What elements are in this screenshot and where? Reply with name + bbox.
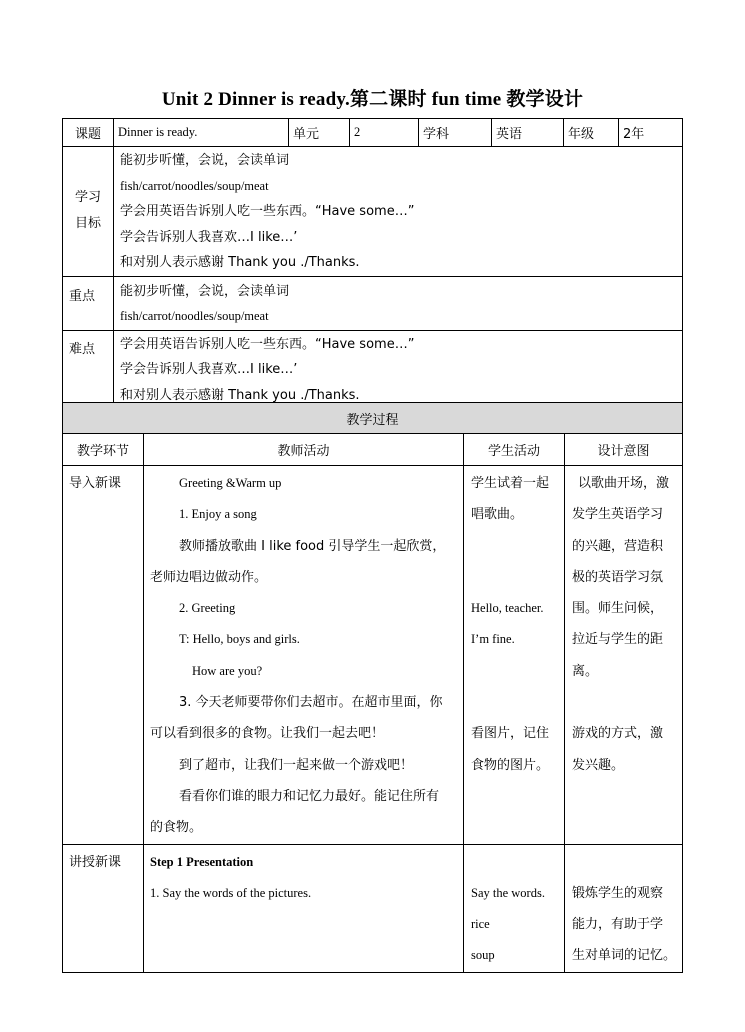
- subject-value: 英语: [492, 119, 564, 147]
- intent-line: 生对单词的记忆。: [572, 948, 677, 964]
- info-row: [63, 119, 683, 147]
- key-points-content: [114, 276, 683, 330]
- stage-new-lesson-row: [63, 844, 683, 972]
- teacher-line: 2. Greeting: [179, 601, 236, 616]
- column-header-teacher: 教师活动: [144, 434, 464, 466]
- stage-intro-label: 导入新课: [63, 466, 144, 845]
- intent-line: 极的英语学习氛: [572, 569, 664, 585]
- intent-line: 锻炼学生的观察: [572, 885, 664, 901]
- objectives-row: [63, 147, 683, 277]
- document-title: Unit 2 Dinner is ready.第二课时 fun time 教学设计: [161, 89, 584, 110]
- objectives-content: [114, 147, 683, 277]
- teacher-line: 的食物。: [150, 820, 203, 836]
- teacher-line: Greeting &Warm up: [179, 476, 282, 490]
- student-line: soup: [471, 948, 495, 963]
- teacher-line: 1. Say the words of the pictures.: [150, 885, 312, 900]
- stage-new-lesson-intent: [565, 844, 683, 972]
- intent-line: 拉近与学生的距: [572, 632, 664, 648]
- teacher-line: How are you?: [192, 663, 263, 678]
- student-line: Hello, teacher.: [471, 601, 544, 616]
- teacher-line: T: Hello, boys and girls.: [179, 632, 300, 647]
- teacher-line: Step 1 Presentation: [150, 854, 254, 869]
- grade-value: 2年: [619, 119, 683, 147]
- student-line: 唱歌曲。: [471, 507, 524, 523]
- key-points-label: 重点: [63, 276, 114, 330]
- difficulty-line: 和对别人表示感谢 Thank you ./Thanks.: [120, 387, 360, 403]
- objectives-label-line-1: 学习: [74, 190, 101, 206]
- stage-intro-student: [464, 466, 565, 845]
- column-header-stage: 教学环节: [63, 434, 144, 466]
- key-points-row: [63, 276, 683, 330]
- teacher-line: 看看你们谁的眼力和记忆力最好。能记住所有: [179, 788, 440, 804]
- process-header-row: [63, 403, 683, 434]
- column-header-student: 学生活动: [464, 434, 565, 466]
- stage-new-lesson-student: [464, 844, 565, 972]
- intent-line: 的兴趣，营造积: [572, 538, 664, 554]
- teacher-line: 教师播放歌曲 I like food 引导学生一起欣赏，: [179, 538, 446, 554]
- teacher-line: 可以看到很多的食物。让我们一起去吧！: [150, 726, 385, 742]
- column-header-row: [63, 434, 683, 466]
- stage-new-lesson-teacher: [144, 844, 464, 972]
- intent-line: 发兴趣。: [572, 757, 625, 773]
- intent-line: 发学生英语学习: [572, 507, 664, 523]
- student-line: I’m fine.: [471, 632, 515, 647]
- teacher-line: 3. 今天老师要带你们去超市。在超市里面，你: [179, 695, 443, 711]
- teacher-line: 到了超市，让我们一起来做一个游戏吧！: [179, 757, 414, 773]
- difficulties-content: [114, 330, 683, 409]
- student-line: 食物的图片。: [471, 757, 550, 773]
- grade-label: 年级: [564, 119, 619, 147]
- teacher-line: 1. Enjoy a song: [179, 507, 257, 522]
- subject-label: 学科: [419, 119, 492, 147]
- objective-line: 学会用英语告诉别人吃一些东西。“Have some…”: [120, 204, 415, 219]
- student-line: rice: [471, 917, 490, 932]
- teaching-process-table: [62, 402, 683, 973]
- unit-label: 单元: [289, 119, 350, 147]
- student-line: Say the words.: [471, 885, 545, 900]
- unit-value: 2: [350, 119, 419, 147]
- student-line: 学生试着一起: [471, 476, 550, 491]
- teacher-line: 老师边唱边做动作。: [150, 569, 268, 585]
- stage-intro-intent: [565, 466, 683, 845]
- intent-line: 能力，有助于学: [572, 917, 664, 933]
- topic-value: Dinner is ready.: [114, 119, 289, 147]
- column-header-intent: 设计意图: [565, 434, 683, 466]
- stage-intro-teacher: [144, 466, 464, 845]
- difficulty-line: 学会告诉别人我喜欢…I like…’: [120, 362, 298, 377]
- objective-line: 能初步听懂，会说，会读单词: [120, 153, 290, 168]
- objective-line: fish/carrot/noodles/soup/meat: [120, 178, 269, 193]
- process-header: 教学过程: [63, 403, 683, 434]
- intent-line: 离。: [572, 663, 599, 679]
- intent-line: 以歌曲开场，激: [578, 476, 670, 491]
- stage-intro-row: [63, 466, 683, 845]
- intent-line: 游戏的方式，激: [572, 726, 664, 742]
- objectives-label: [63, 147, 114, 277]
- difficulties-row: [63, 330, 683, 409]
- stage-new-lesson-label: 讲授新课: [63, 844, 144, 972]
- difficulty-line: 学会用英语告诉别人吃一些东西。“Have some…”: [120, 336, 415, 352]
- difficulties-label: 难点: [63, 330, 114, 409]
- student-line: 看图片，记住: [471, 726, 550, 742]
- objective-line: 学会告诉别人我喜欢…I like…’: [120, 229, 298, 245]
- topic-label: 课题: [63, 119, 114, 147]
- key-point-line: fish/carrot/noodles/soup/meat: [120, 309, 269, 323]
- key-point-line: 能初步听懂，会说，会读单词: [120, 283, 290, 299]
- lesson-info-table: [62, 118, 683, 409]
- objectives-label-line-2: 目标: [74, 216, 101, 232]
- objective-line: 和对别人表示感谢 Thank you ./Thanks.: [120, 255, 360, 270]
- intent-line: 围。师生问候，: [572, 601, 664, 617]
